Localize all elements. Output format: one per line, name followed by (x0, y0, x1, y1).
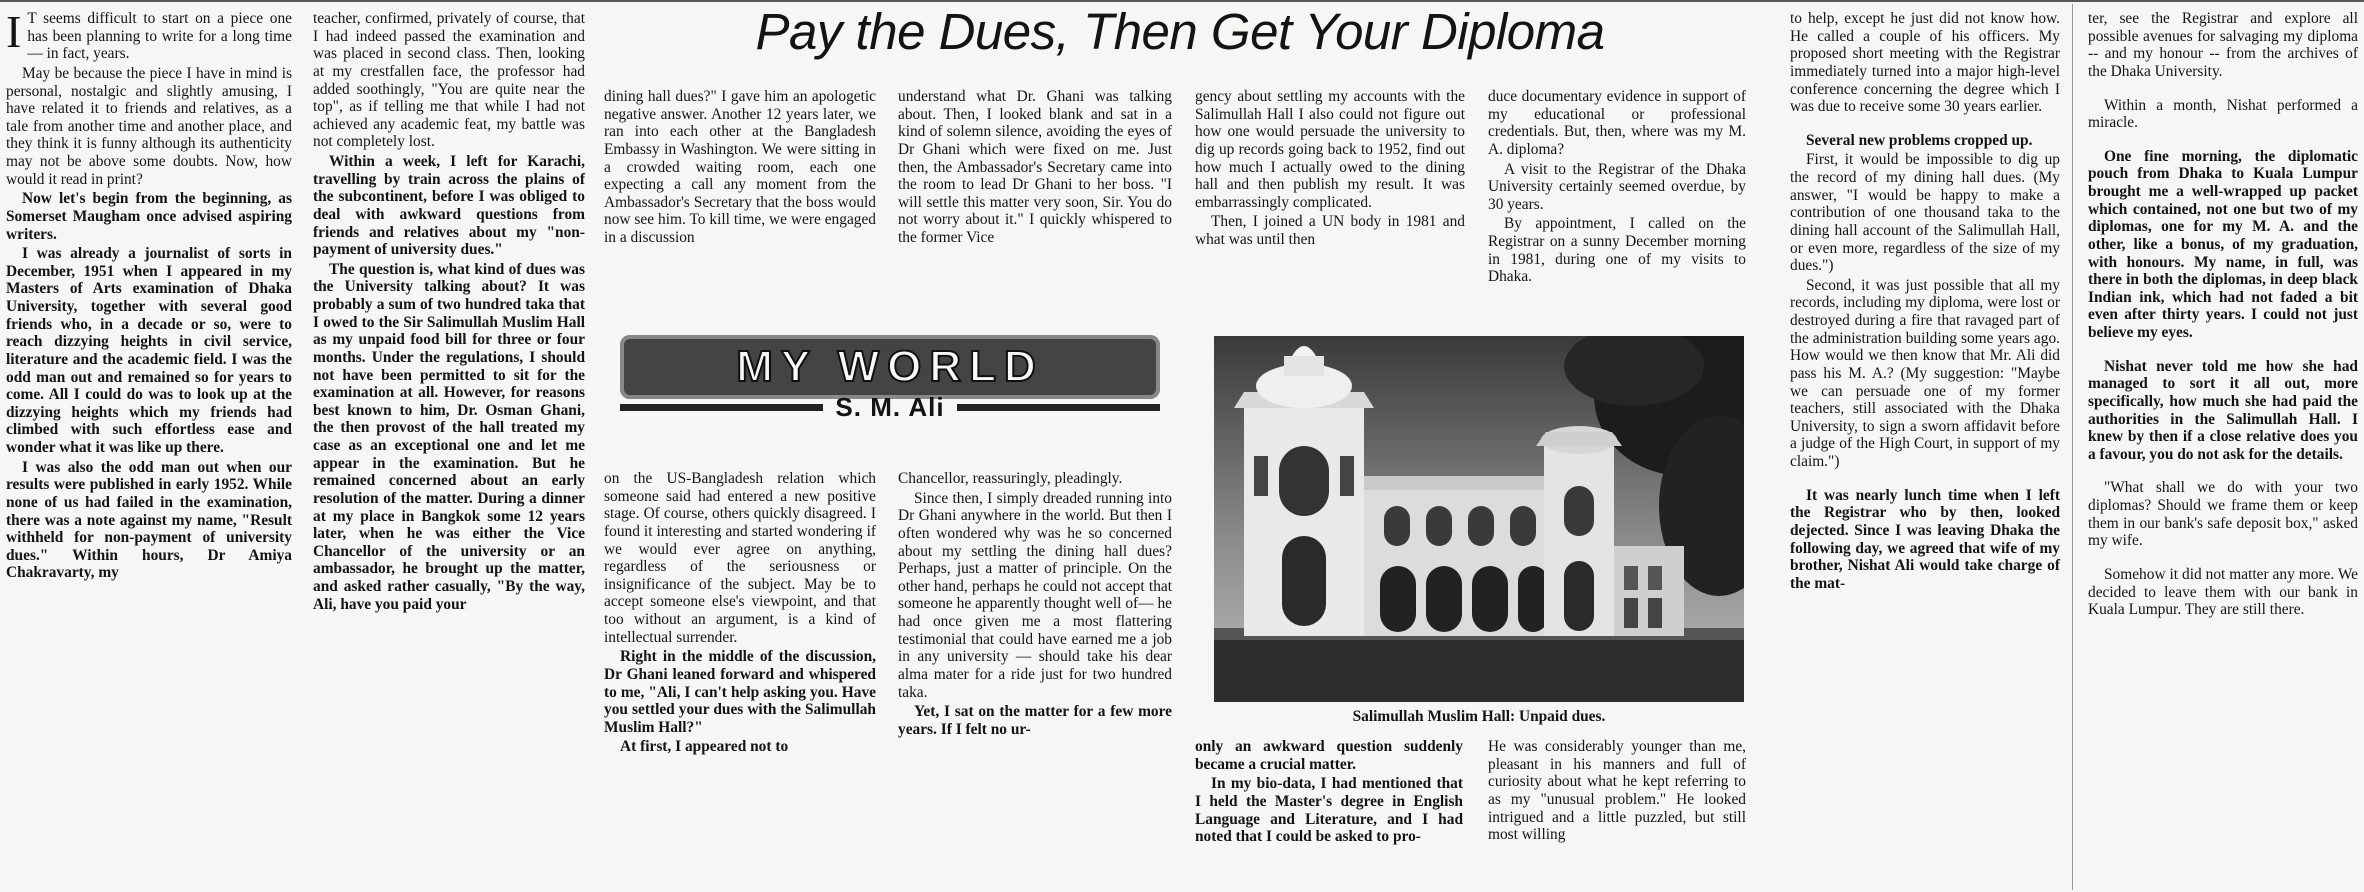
paragraph: on the US-Bangladesh relation which someone said had entered a new positive stage. Of course, others quickly disagreed. I found it interesting and started wondering if we would ever agree on anything, regardless of the seriousness or insignificance of the subject. May be to accept someone else's viewpoint, and that too without an argument, is a kind of intellectual surrender. (604, 470, 876, 646)
paragraph: Since then, I simply dreaded running into Dr Ghani anywhere in the world. But then I often wondered why was he so concerned about my settling the dining hall dues? Perhaps, just a matter of principle. On the other hand, perhaps he could not accept that someone he apparently thought well of— he had once given me a most flattering testimonial that could have earned me a job in any university — should take his dear alma mater for a ride just for two hundred taka. (898, 489, 1172, 701)
paragraph: Somehow it did not matter any more. We decided to leave them with our bank in Kuala Lumpur. They are still there. (2088, 565, 2358, 619)
column-4-top (898, 88, 1172, 247)
paragraph: Several new problems cropped up. (1806, 131, 2033, 149)
paragraph: understand what Dr. Ghani was talking about. Then, I looked blank and sat in a kind of solemn silence, avoiding the eyes of Dr Ghani which were fixed on me. Just then, the Ambassador's Secretary came into the room to lead Dr Ghani to her boss. "I will settle this matter very soon, Sir. You do not worry about it." I quickly whispered to the former Vice (898, 88, 1172, 246)
paragraph: Within a week, I left for Karachi, travelling by train across the plains of the subcontinent, before I was obliged to deal with awkward questions from friends and relatives about my "non-payment of university dues." (313, 153, 585, 259)
column-3-top (604, 88, 876, 247)
paragraph: One fine morning, the diplomatic pouch from Dhaka to Kuala Lumpur brought me a well-wrapped up packet which contained, not one but two of my diplomas, one for my M. A. and the other, like a bonus, of my graduation, with honours. My name, in full, was there in both the diplomas, in deep black Indian ink, which had not faded a bit even after thirty years. I could not just believe my eyes. (2088, 147, 2358, 341)
column-6-top (1488, 88, 1746, 286)
opening-paragraph (6, 6, 292, 63)
byline (620, 390, 1160, 424)
photo-caption: Salimullah Muslim Hall: Unpaid dues. (1352, 708, 1606, 725)
paragraph: Right in the middle of the discussion, Dr Ghani leaned forward and whispered to me, "Ali, I can't help asking you. Have you settled your dues with the Salimullah Muslim Hall?" (604, 648, 876, 736)
paragraph: ter, see the Registrar and explore all possible avenues for salvaging my diploma -- and my honour -- from the archives of the Dhaka University. (2088, 10, 2358, 80)
paragraph: By appointment, I called on the Registrar on a sunny December morning in 1981, during one of my visits to Dhaka. (1488, 215, 1746, 286)
paragraph: I was also the odd man out when our results were published in early 1952. While none of us had failed in the examination, there was a note against my name, "Result withheld for non-payment of university dues." Within hours, Dr Amiya Chakravarty, my (6, 458, 292, 582)
paragraph: Within a month, Nishat performed a miracle. (2088, 96, 2358, 132)
column-7 (1790, 10, 2060, 592)
my-world-logo-text: MY WORLD (736, 342, 1044, 391)
paragraph: It was nearly lunch time when I left the Registrar who by then, looked dejected. Since I was leaving Dhaka the following day, we agreed that wife of my brother, Nishat Ali would take charge of the mat- (1790, 486, 2060, 592)
paragraph: In my bio-data, I had mentioned that I held the Master's degree in English Language and Literature, and I had noted that I could be asked to pro- (1195, 775, 1463, 846)
byline-rule-left (620, 404, 823, 411)
drop-cap: I (6, 6, 22, 57)
photo-salimullah-hall (1214, 336, 1744, 702)
column-divider (2072, 4, 2073, 890)
byline-rule-right (957, 404, 1160, 411)
paragraph: I was already a journalist of sorts in December, 1951 when I appeared in my Masters of Arts examination of Dhaka University, together with several good friends who, in a decade or so, were to reach dizzying heights in civil service, literature and the academic field. I was the odd man out and remained so for years to come. All I could do was to look up at the dizzying heights which my friends had climbed with such effortless ease and wonder what it was like up there. (6, 245, 292, 456)
paragraph: teacher, confirmed, privately of course, that I had indeed passed the examination and was placed in second class. Then, looking at my crestfallen face, the professor had added soothingly, "You are quite near the top", as if telling me that while I had not achieved any academic feat, my battle was not completely lost. (313, 10, 585, 151)
paragraph-text: T seems difficult to start on a piece one has been planning to write for a long time — in fact, years. (27, 10, 292, 63)
paragraph: A visit to the Registrar of the Dhaka University certainly seemed overdue, by 30 years. (1488, 160, 1746, 213)
paragraph: The question is, what kind of dues was the University talking about? It was probably a sum of two hundred taka that I owed to the Sir Salimullah Muslim Hall as my unpaid food bill for three or four months. Under the regulations, I should not have been permitted to sit for the examination at all. However, for reasons best known to him, Dr. Osman Ghani, the then provost of the hall treated my case as an exceptional one and let me appear in the examination. But he remained concerned about an early resolution of the matter. During a dinner at my place in Bangkok some 12 years later, when he was either the Vice Chancellor of the university or an ambassador, he brought up the matter, and asked rather casually, "By the way, Ali, have you paid your (313, 260, 585, 613)
paragraph: At first, I appeared not to (620, 738, 789, 756)
column-4-bottom (898, 470, 1172, 738)
paragraph: May be because the piece I have in mind is personal, nostalgic and slightly amusing, I have related it to friends and relatives, as a tale from another time and another place, and they think it is funny although its authenticity may not be above some doubts. Now, how would it read in print? (6, 64, 292, 188)
paragraph: gency about settling my accounts with the Salimullah Hall I also could not figure out how one would persuade the university to dig up records going back to 1952, find out how much I actually owed to the dining hall and then publish my result. It was embarrassingly complicated. (1195, 88, 1465, 211)
paragraph: dining hall dues?" I gave him an apologetic negative answer. Another 12 years later, we ran into each other at the Bangladesh Embassy in Washington. We were sitting in a crowded waiting room, each one expecting a call any moment from the Ambassador's Secretary that the boss would now see him. To kill time, we were engaged in a discussion (604, 88, 876, 246)
column-1 (6, 6, 292, 582)
paragraph: First, it would be impossible to dig up the record of my dining hall dues. (My answer, "I would be happy to make a contribution of one thousand taka to the dining hall account of the Salimullah Hall, or even more, regardless of the size of my dues.") (1790, 151, 2060, 275)
paragraph: Nishat never told me how she had managed to sort it all out, more specifically, how much she had paid the authorities in the Salimullah Hall. I knew by then if a close relative does you a favour, you do not ask for the details. (2088, 357, 2358, 463)
paragraph: Chancellor, reassuringly, pleadingly. (898, 470, 1123, 487)
column-2 (313, 10, 585, 613)
column-5-top (1195, 88, 1465, 249)
paragraph: duce documentary evidence in support of my educational or professional credentials. But, then, where was my M. A. diploma? (1488, 88, 1746, 158)
paragraph: Yet, I sat on the matter for a few more years. If I felt no ur- (898, 703, 1172, 738)
paragraph: Now let's begin from the beginning, as Somerset Maugham once advised aspiring writers. (6, 190, 292, 243)
paragraph: Then, I joined a UN body in 1981 and what was until then (1195, 213, 1465, 248)
headline: Pay the Dues, Then Get Your Diploma (755, 3, 1605, 60)
paragraph: only an awkward question suddenly became a crucial matter. (1195, 738, 1463, 773)
paragraph: He was considerably younger than me, pleasant in his manners and full of curiosity about what he kept referring to as my "unusual problem." He looked intrigued and a little puzzled, but still most willing (1488, 738, 1746, 844)
column-6-bottom (1488, 738, 1746, 844)
paragraph: "What shall we do with your two diplomas? Should we frame them or keep them in our bank's safe deposit box," asked my wife. (2088, 479, 2358, 550)
paragraph: to help, except he just did not know how. He called a couple of his officers. My proposed short meeting with the Registrar immediately turned into a major high-level conference concerning the degree which I was due to receive some 30 years earlier. (1790, 10, 2060, 116)
column-8 (2088, 10, 2358, 619)
column-5-bottom (1195, 738, 1463, 846)
column-3-bottom (604, 470, 876, 756)
building-photo-illustration (1214, 336, 1744, 702)
paragraph: Second, it was just possible that all my records, including my diploma, were lost or destroyed during a fire that ravaged part of the administration building some years ago. How would we then know that Mr. Ali did pass his M. A.? (My suggestion: "Maybe we can persuade one of my former teachers, still associated with the Dhaka University, to sign a sworn affidavit before a judge of the High Court, in support of my claim.") (1790, 276, 2060, 470)
byline-author: S. M. Ali (835, 391, 945, 422)
